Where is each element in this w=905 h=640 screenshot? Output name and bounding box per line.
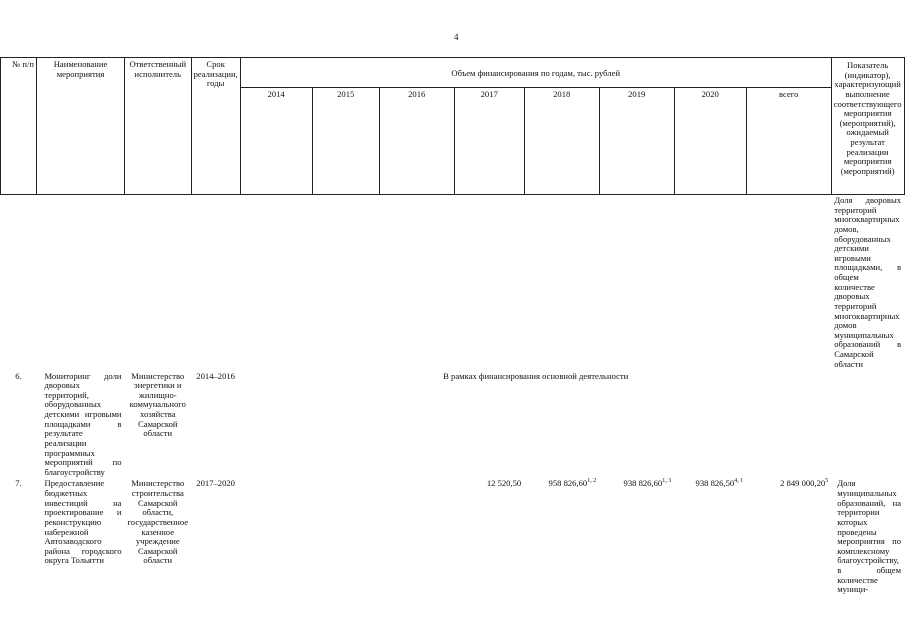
header-year-2019: 2019 [599,88,674,195]
row-executor: Министерство энергетики и жилищно-коммунального хозяйства Самарской области [129,370,186,439]
cell-2020 [674,478,746,608]
financing-note: В рамках финансирования основной деятельности [443,370,629,381]
value-2019: 938 826,60 [623,478,663,489]
header-year-2016: 2016 [379,88,454,195]
row-executor: Министерство строительства Самарской области, государственное казенное учреждение Самарской области [127,478,189,566]
cell-2017 [454,478,524,608]
cell-2014 [240,478,312,608]
header-volume: Объем финансирования по годам, тыс. рублей [240,58,831,88]
header-year-total: всего [746,88,831,195]
header-name: Наименование мероприятия [37,58,125,195]
value-2017: 12 520,50 [486,478,522,489]
footnote-2020: 4, 1 [734,478,744,485]
table-row [1,371,905,479]
header-indicator: Показатель (индикатор), характеризующий выполнение соответствующего мероприятия (мероприятий), ожидаемый результат реализации мероприятия (мероприятий) [831,58,904,195]
row-term: 2017–2020 [196,478,235,489]
header-year-2015: 2015 [312,88,379,195]
footnote-total: 5 [825,478,829,485]
header-num: № п/п [1,58,37,195]
header-year-2020: 2020 [674,88,746,195]
cell-2018 [524,478,599,608]
cell-total [746,478,831,608]
row-name: Предоставление бюджетных инвестиций на проектирование и реконструкцию набережной Автозаводского района городского округа Тольятти [44,478,122,566]
value-2020: 938 826,50 [695,478,735,489]
row-term: 2014–2016 [196,370,235,381]
row-num: 7. [15,478,22,489]
value-2018: 958 826,60 [548,478,588,489]
cell-2015 [312,478,379,608]
cell-2019 [599,478,674,608]
continuation-indicator: Доля дворовых территорий многоквартирных домов, оборудованных детскими игровыми площадками, в общем количестве дворовых территорий многоквартирных домов муниципальных образований в Самарской области [834,195,902,369]
row-indicator: Доля муниципальных образований, на территории которых проведены мероприятия по комплексному благоустройству, в общем количестве муници- [837,478,902,595]
header-term: Срок реализации, годы [191,58,240,195]
header-year-2014: 2014 [240,88,312,195]
row-name: Мониторинг доли дворовых территорий, оборудованных детскими игровыми площадками в результате реализации программных мероприятий по благоустройству [44,370,122,477]
footnote-2019: 1, 3 [662,478,672,485]
cell-2016 [379,478,454,608]
header-year-2017: 2017 [454,88,524,195]
table-row [1,478,905,608]
footnote-2018: 1, 2 [587,478,597,485]
header-executor: Ответственный исполнитель [125,58,192,195]
row-num: 6. [15,370,22,381]
header-year-2018: 2018 [524,88,599,195]
table-row [1,195,905,371]
value-total: 2 849 000,20 [780,478,826,489]
financing-table [0,57,905,608]
page-number: 4 [454,32,459,42]
